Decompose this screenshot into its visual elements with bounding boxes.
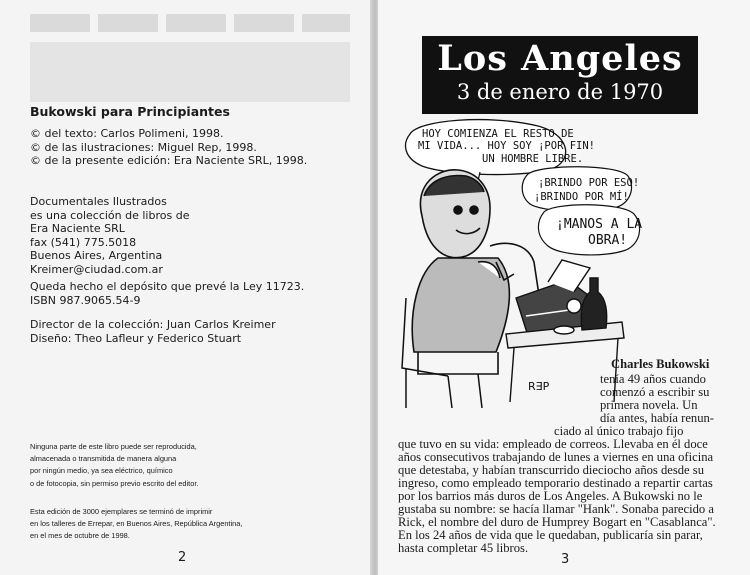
credit-text-line: © del texto: Carlos Polimeni, 1998. <box>30 127 224 140</box>
article-lead: Charles Bukowski <box>611 357 710 371</box>
rights-line: almacenada o transmitida de manera alguna <box>30 454 177 464</box>
article-text-line: ingreso, como empleado temporario destinado a repartir cartas <box>398 476 713 490</box>
design-line: Diseño: Theo Lafleur y Federico Stuart <box>30 331 242 345</box>
legal-deposit-line: Queda hecho el depósito que prevé la Ley 11723. <box>30 280 305 293</box>
publisher-block <box>30 195 189 276</box>
bubble-3-line: ¡MANOS A LA <box>556 217 643 232</box>
staff-block <box>30 318 276 345</box>
publisher-line: Documentales Ilustrados <box>30 195 167 208</box>
print-line: en los talleres de Errepar, en Buenos Aires, República Argentina, <box>30 519 243 529</box>
bubble-3-line: OBRA! <box>588 233 628 248</box>
publisher-city: Buenos Aires, Argentina <box>30 249 163 262</box>
bubble-1-line: HOY COMIENZA EL RESTO DE <box>422 128 574 140</box>
director-line: Director de la colección: Juan Carlos Kreimer <box>30 318 276 331</box>
credit-edition-line: © de la presente edición: Era Naciente SRL, 1998. <box>30 154 308 167</box>
left-page <box>0 0 372 575</box>
banner-title: Los Angeles <box>437 38 683 79</box>
isbn-line: ISBN 987.9065.54-9 <box>30 293 141 307</box>
credit-illustrations-line: © de las ilustraciones: Miguel Rep, 1998. <box>30 140 257 154</box>
publisher-line: es una colección de libros de <box>30 208 190 222</box>
speech-bubble-3 <box>538 205 642 255</box>
rights-line: Ninguna parte de este libro puede ser reproducida, <box>30 442 197 451</box>
rights-line: o de fotocopia, sin permiso previo escrito del editor. <box>30 478 199 488</box>
bubble-1-line: UN HOMBRE LIBRE. <box>482 153 584 165</box>
article-text-line: que tuvo en su vida: empleado de correos. Llevaba en él doce <box>398 437 708 451</box>
print-line: en el mes de octubre de 1998. <box>30 531 130 541</box>
printing-notice <box>30 506 242 543</box>
article-text-line: años consecutivos trabajando de lunes a viernes en una oficina <box>398 450 714 464</box>
article-text-line: que detestaba, y habían transcurrido dieciocho años desde su <box>398 463 704 477</box>
publisher-fax: fax (541) 775.5018 <box>30 235 137 249</box>
typewriter <box>516 260 592 336</box>
article-text-line: por los barrios más duros de Los Angeles. A Bukowski no le <box>398 489 703 503</box>
chapter-banner <box>422 36 698 114</box>
bubble-1-line: MI VIDA... HOY SOY ¡POR FIN! <box>418 140 596 152</box>
article-text-line: ciado al único trabajo fijo <box>554 424 684 438</box>
publisher-line: Era Naciente SRL <box>30 222 125 235</box>
article-text-line: hasta completar 45 libros. <box>398 541 529 555</box>
article-text-line: comenzó a escribir su <box>600 385 710 399</box>
article-text-line: primera novela. Un <box>600 398 698 412</box>
article-text-line: día antes, había renun- <box>600 411 714 425</box>
banner-date: 3 de enero de 1970 <box>456 80 664 104</box>
page-number: 3 <box>561 552 570 567</box>
bubble-2-line: ¡BRINDO POR MÍ! <box>534 191 629 203</box>
print-line: Esta edición de 3000 ejemplares se terminó de imprimir <box>30 507 213 516</box>
credits-block <box>30 127 307 168</box>
publisher-email: Kreimer@ciudad.com.ar <box>30 262 163 276</box>
artist-signature: R∃P <box>528 380 550 393</box>
book-title: Bukowski para Principiantes <box>30 104 230 119</box>
page-number: 2 <box>178 550 187 565</box>
article-text-line: tenía 49 años cuando <box>600 372 706 386</box>
rights-notice <box>30 441 198 490</box>
article-text-line: gustaba su nombre: se hacía llamar "Hank". Sonaba parecido a <box>398 502 714 516</box>
bubble-2-line: ¡BRINDO POR ESO! <box>538 177 640 189</box>
article-text-line: En los 24 años de vida que le quedaban, publicaría sin parar, <box>398 528 703 542</box>
rights-line: por ningún medio, ya sea eléctrico, químico <box>30 466 173 476</box>
right-page <box>378 0 750 575</box>
article-text-line: Rick, el nombre del duro de Humprey Bogart en "Casablanca". <box>398 515 716 529</box>
legal-block <box>30 280 304 307</box>
